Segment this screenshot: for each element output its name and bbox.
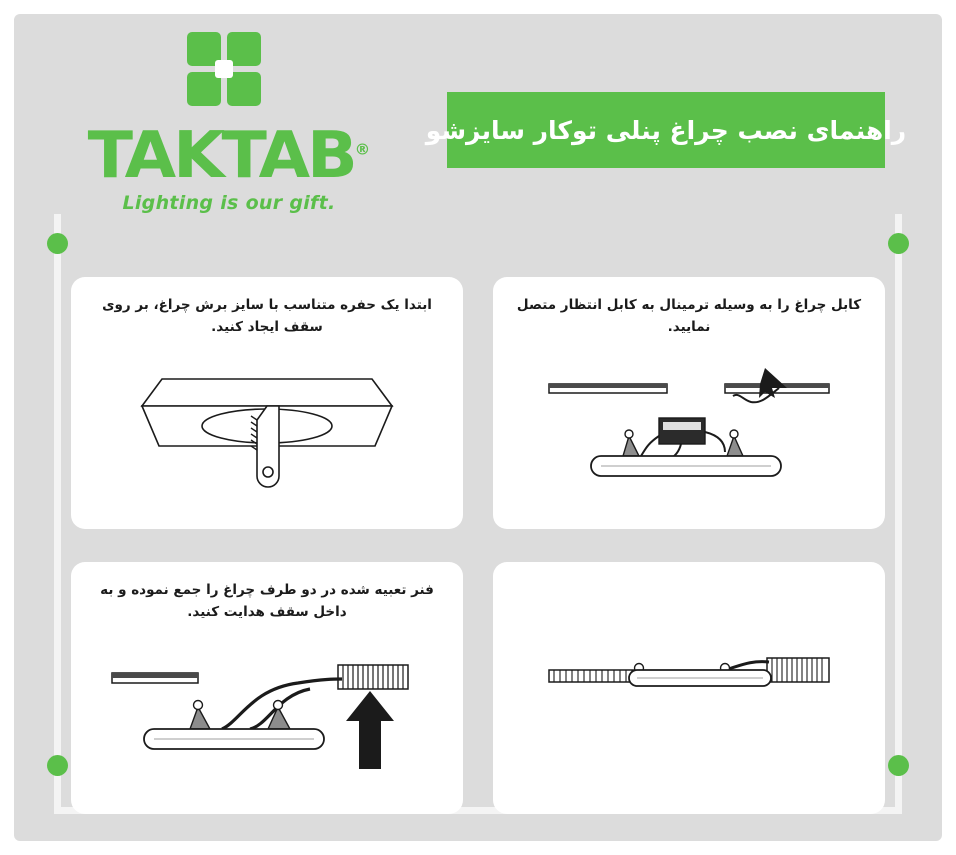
brand-logo <box>84 32 374 232</box>
step-2-caption: کابل چراغ را به وسیله ترمینال به کابل انتظار متصل نمایید. <box>516 297 862 335</box>
step-1-caption: ابتدا یک حفره متناسب با سایز برش چراغ، بر روی سقف ایجاد کنید. <box>102 297 432 335</box>
taktab-logo-icon <box>187 32 271 116</box>
step-card-3 <box>71 562 463 814</box>
step-4-figure <box>515 608 863 778</box>
brand-wordmark <box>87 119 371 193</box>
frame-dot-top-right <box>888 233 909 254</box>
page-title: راهنمای نصب چراغ پنلی توکار سایزشو <box>425 115 907 145</box>
brand-tagline: Lighting is our gift. <box>122 192 336 214</box>
step-3-figure <box>93 629 441 799</box>
frame-line-right <box>895 214 902 814</box>
frame-line-left <box>54 214 61 814</box>
step-2-figure <box>515 344 863 514</box>
spring-push-up-icon <box>102 629 432 794</box>
ceiling-hole-cut-icon <box>117 344 417 504</box>
step-1-figure <box>93 344 441 514</box>
poster-panel <box>14 14 942 841</box>
terminal-wiring-icon <box>529 344 849 509</box>
brand-wordmark-text: TAKTAB <box>87 119 355 193</box>
title-banner <box>425 92 907 168</box>
step-card-4 <box>493 562 885 814</box>
registered-mark: ® <box>354 140 371 159</box>
step-3-caption: فنر تعبیه شده در دو طرف چراغ را جمع نموده و به داخل سقف هدایت کنید. <box>100 582 434 620</box>
header <box>14 14 942 239</box>
frame-dot-bottom-left <box>47 755 68 776</box>
frame-dot-top-left <box>47 233 68 254</box>
step-card-2 <box>493 277 885 529</box>
step-card-1 <box>71 277 463 529</box>
frame-dot-bottom-right <box>888 755 909 776</box>
installed-flush-panel-icon <box>529 608 849 773</box>
